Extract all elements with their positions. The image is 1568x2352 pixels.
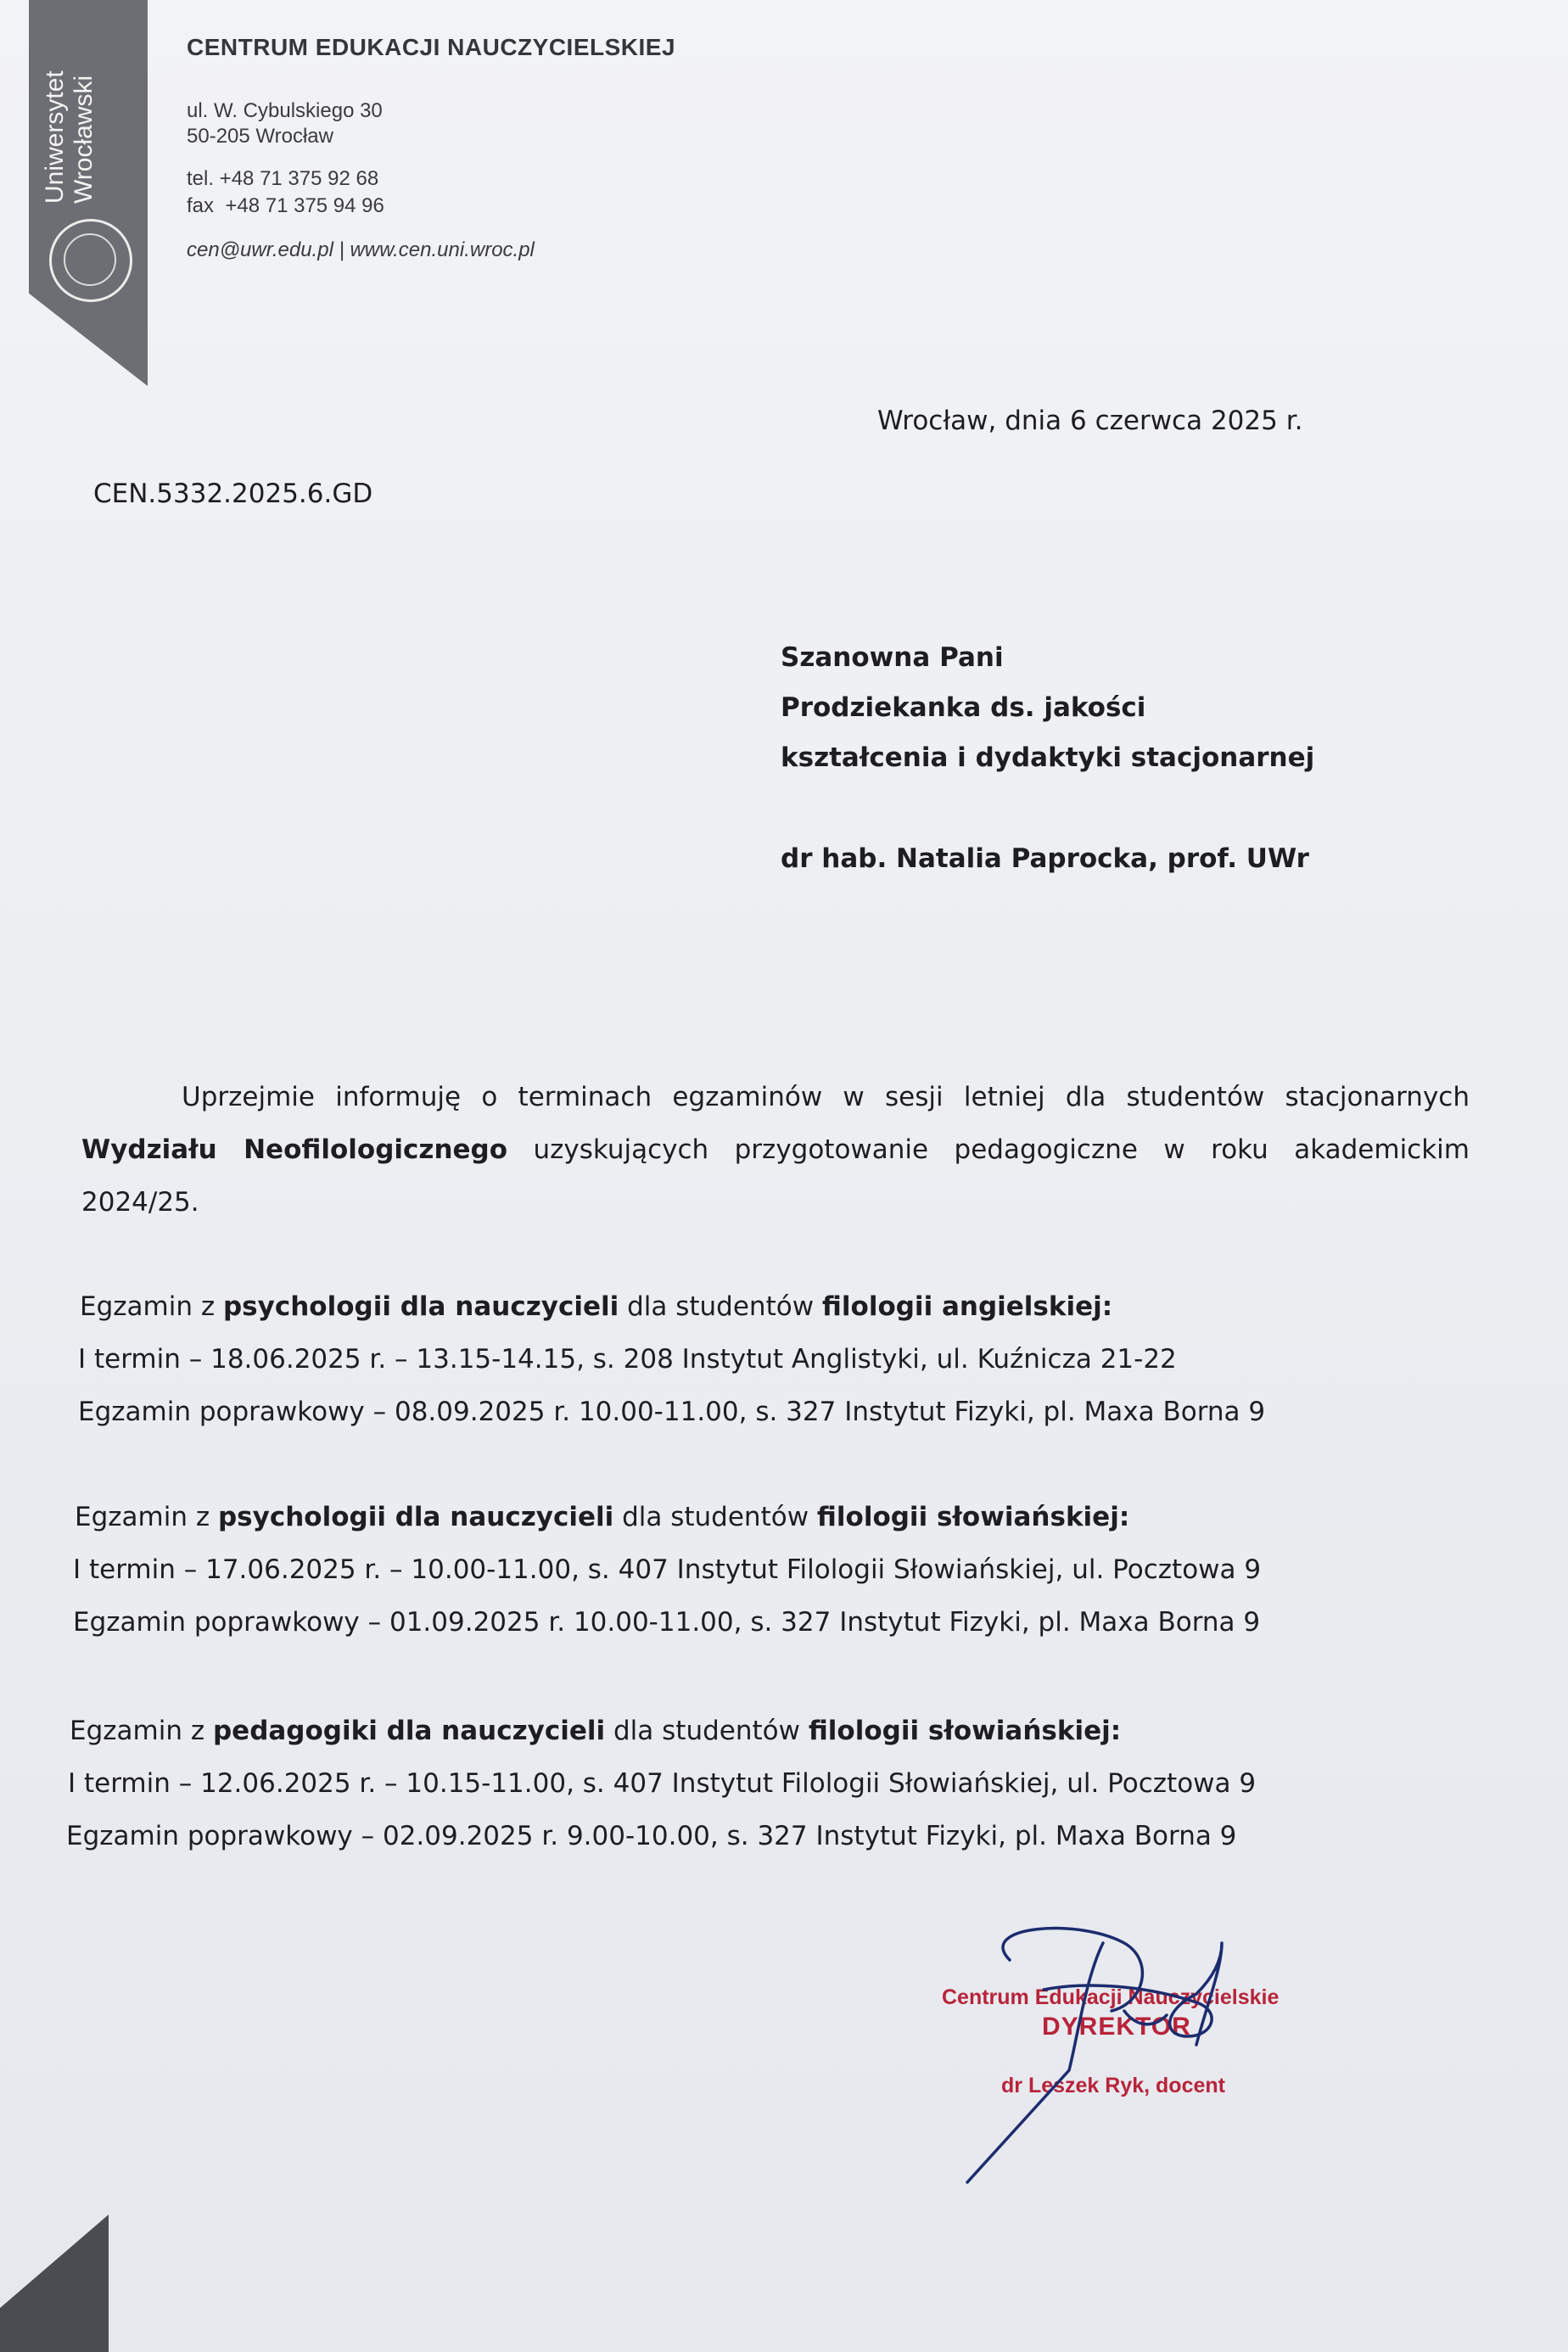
exam-first-term: I termin – 18.06.2025 r. – 13.15-14.15, s. 208 Instytut Anglistyki, ul. Kuźnicza 21-22 xyxy=(78,1344,1177,1375)
letterhead-street: ul. W. Cybulskiego 30 xyxy=(187,99,383,122)
exam-subject: psychologii dla nauczycieli xyxy=(222,1291,619,1322)
stamp-role: DYREKTOR xyxy=(1042,2013,1191,2041)
letter-date: Wrocław, dnia 6 czerwca 2025 r. xyxy=(877,406,1303,436)
exam-heading-text: dla studentów xyxy=(613,1502,817,1532)
exam-first-term: I termin – 17.06.2025 r. – 10.00-11.00, s. 407 Instytut Filologii Słowiańskiej, ul. Pocztowa 9 xyxy=(73,1554,1262,1585)
exam-program: filologii angielskiej: xyxy=(821,1291,1113,1322)
exam-heading-text: Egzamin z xyxy=(70,1716,213,1746)
letterhead-contact: cen@uwr.edu.pl | www.cen.uni.wroc.pl xyxy=(187,238,535,261)
recipient-name: dr hab. Natalia Paprocka, prof. UWr xyxy=(781,843,1309,874)
exam-heading-text: dla studentów xyxy=(619,1291,822,1322)
letterhead-org-name: CENTRUM EDUKACJI NAUCZYCIELSKIEJ xyxy=(187,34,676,60)
recipient-title: Prodziekanka ds. jakości xyxy=(781,692,1146,723)
exam-heading xyxy=(80,1290,1112,1324)
faculty-name: Wydziału Neofilologicznego xyxy=(81,1134,508,1165)
exam-heading xyxy=(75,1500,1129,1534)
exam-heading xyxy=(70,1714,1121,1748)
exam-subject: psychologii dla nauczycieli xyxy=(217,1502,614,1532)
recipient-title-cont: kształcenia i dydaktyki stacjonarnej xyxy=(781,742,1315,773)
exam-first-term: I termin – 12.06.2025 r. – 10.15-11.00, s. 407 Instytut Filologii Słowiańskiej, ul. Pocztowa 9 xyxy=(68,1768,1257,1799)
letterhead-fax: fax +48 71 375 94 96 xyxy=(187,194,384,217)
exam-heading-text: Egzamin z xyxy=(80,1291,223,1322)
letterhead-tel: tel. +48 71 375 92 68 xyxy=(187,167,379,190)
exam-heading-text: Egzamin z xyxy=(75,1502,218,1532)
exam-subject: pedagogiki dla nauczycieli xyxy=(212,1716,606,1746)
handwritten-signature xyxy=(942,1909,1298,2198)
exam-retake: Egzamin poprawkowy – 01.09.2025 r. 10.00-11.00, s. 327 Instytut Fizyki, pl. Maxa Borna 9 xyxy=(73,1607,1261,1638)
exam-program: filologii słowiańskiej: xyxy=(816,1502,1130,1532)
recipient-salutation: Szanowna Pani xyxy=(781,642,1004,673)
exam-retake: Egzamin poprawkowy – 08.09.2025 r. 10.00-11.00, s. 327 Instytut Fizyki, pl. Maxa Borna 9 xyxy=(78,1397,1266,1427)
intro-paragraph xyxy=(81,1071,1470,1229)
stamp-name: dr Leszek Ryk, docent xyxy=(1001,2074,1225,2097)
university-name-line2: Wrocławski xyxy=(70,75,98,204)
exam-heading-text: dla studentów xyxy=(605,1716,809,1746)
reference-number: CEN.5332.2025.6.GD xyxy=(93,479,373,509)
university-seal-icon xyxy=(49,219,132,302)
stamp-org: Centrum Edukacji Nauczycielskie xyxy=(942,1985,1280,2009)
exam-program: filologii słowiańskiej: xyxy=(808,1716,1122,1746)
corner-decoration xyxy=(0,2215,109,2352)
letterhead-city: 50-205 Wrocław xyxy=(187,125,333,148)
university-name xyxy=(41,25,98,204)
intro-text-2: uzyskujących przygotowanie pedagogiczne w roku akademickim 2024/25. xyxy=(81,1134,1470,1218)
university-name-line1: Uniwersytet xyxy=(41,70,69,204)
exam-retake: Egzamin poprawkowy – 02.09.2025 r. 9.00-10.00, s. 327 Instytut Fizyki, pl. Maxa Borna 9 xyxy=(66,1821,1237,1851)
intro-text-1: Uprzejmie informuję o terminach egzaminów w sesji letniej dla studentów stacjonarnych xyxy=(182,1082,1470,1112)
